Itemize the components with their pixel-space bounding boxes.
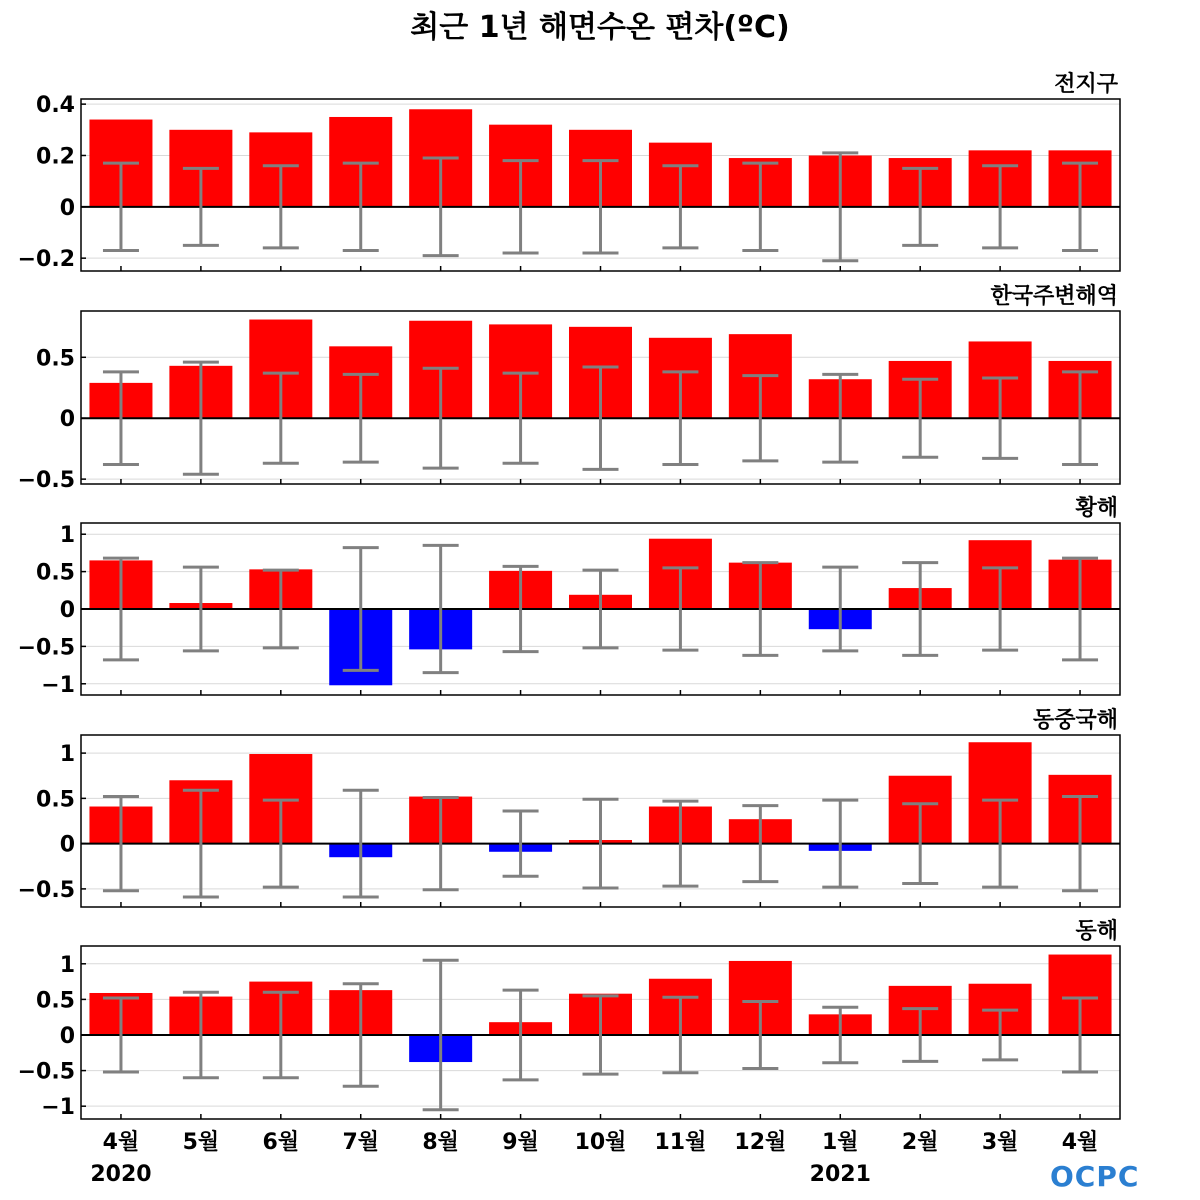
- y-tick-label: 0: [59, 832, 75, 858]
- y-tick-label: 1: [59, 742, 75, 768]
- y-tick-label: 0.5: [36, 787, 75, 813]
- y-tick-label: −1: [41, 672, 75, 698]
- x-tick-label: 11월: [654, 1130, 707, 1155]
- x-tick-label: 4월: [1061, 1130, 1099, 1155]
- y-tick-label: 0.5: [36, 988, 75, 1014]
- y-tick-label: −0.5: [17, 468, 75, 494]
- panel-title: 전지구: [1054, 72, 1118, 97]
- x-tick-label: 10월: [574, 1130, 627, 1155]
- x-tick-label: 5월: [182, 1130, 220, 1155]
- panel-title: 동중국해: [1032, 708, 1118, 733]
- y-tick-label: 0: [59, 195, 75, 221]
- panel-title: 황해: [1075, 496, 1118, 521]
- x-tick-label: 3월: [981, 1130, 1019, 1155]
- chart-title: 최근 1년 해면수온 편차(ºC): [410, 10, 790, 45]
- y-tick-label: 0: [59, 1023, 75, 1049]
- year-label: 2020: [90, 1162, 152, 1187]
- y-tick-label: −0.5: [17, 635, 75, 661]
- x-tick-label: 8월: [422, 1130, 459, 1155]
- y-tick-label: 0.2: [36, 144, 75, 170]
- y-tick-label: 0.4: [36, 93, 75, 119]
- x-tick-label: 7월: [342, 1130, 380, 1155]
- x-tick-label: 4월: [102, 1130, 140, 1155]
- y-tick-label: 0: [59, 407, 75, 433]
- y-tick-label: −0.5: [17, 1059, 75, 1085]
- y-tick-label: 0: [59, 598, 75, 623]
- panel-title: 동해: [1075, 919, 1118, 944]
- x-tick-label: 9월: [502, 1130, 539, 1155]
- x-tick-label: 12월: [734, 1130, 787, 1155]
- x-tick-label: 2월: [901, 1130, 939, 1155]
- x-tick-label: 6월: [262, 1130, 300, 1155]
- ocpc-logo: OCPC: [1050, 1160, 1140, 1193]
- x-tick-label: 1월: [821, 1130, 859, 1155]
- y-tick-label: 0.5: [36, 560, 75, 586]
- y-tick-label: −0.5: [17, 877, 75, 903]
- y-tick-label: 0.5: [36, 346, 75, 372]
- panel-title: 한국주변해역: [990, 284, 1118, 309]
- y-tick-label: 1: [59, 523, 75, 549]
- y-tick-label: −1: [41, 1095, 75, 1121]
- year-label: 2021: [809, 1162, 871, 1187]
- y-tick-label: 1: [59, 952, 75, 978]
- y-tick-label: −0.2: [17, 247, 75, 273]
